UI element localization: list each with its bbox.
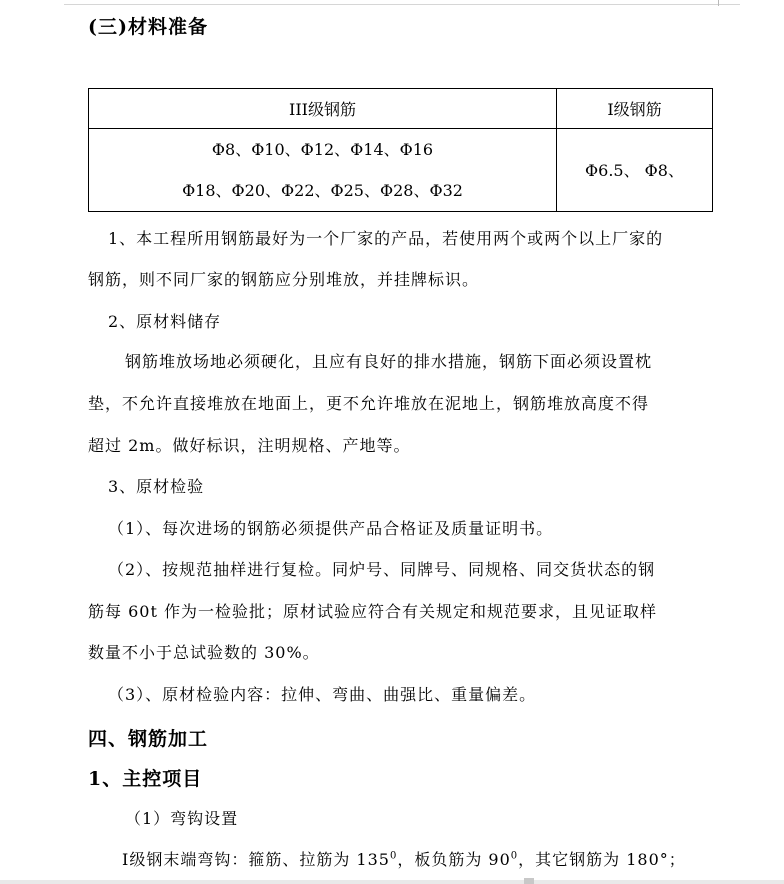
section-heading-materials: (三)材料准备 bbox=[88, 16, 208, 38]
page-bottom-bar bbox=[0, 880, 784, 884]
hook-rule-part-2: ，板负筋为 90 bbox=[397, 850, 511, 869]
paragraph-2-line-3: 超过 2m。做好标识，注明规格、产地等。 bbox=[88, 436, 411, 455]
paragraph-2-line-2: 垫，不允许直接堆放在地面上，更不允许堆放在泥地上，钢筋堆放高度不得 bbox=[88, 394, 650, 413]
page-bottom-mark bbox=[524, 878, 534, 884]
grade-iii-sizes bbox=[89, 129, 557, 212]
table-header-row bbox=[89, 89, 713, 129]
inspection-point-2-line-1: （2）、按规范抽样进行复检。同炉号、同牌号、同规格、同交货状态的钢 bbox=[108, 560, 656, 579]
hook-rule-line bbox=[122, 847, 686, 870]
inspection-point-1: （1）、每次进场的钢筋必须提供产品合格证及质量证明书。 bbox=[108, 519, 554, 538]
rebar-grade-table bbox=[88, 88, 713, 212]
hook-rule-part-1: Ⅰ级钢末端弯钩：箍筋、拉筋为 135 bbox=[122, 850, 390, 869]
header-grade-iii: III级钢筋 bbox=[89, 89, 557, 129]
grade-iii-sizes-line-2: Φ18、Φ20、Φ22、Φ25、Φ28、Φ32 bbox=[182, 181, 463, 200]
header-grade-i: Ⅰ级钢筋 bbox=[557, 89, 713, 129]
subsection-heading-main-items: 1、主控项目 bbox=[88, 768, 203, 790]
inspection-point-2-line-3: 数量不小于总试验数的 30%。 bbox=[88, 643, 320, 662]
item-2-title: 2、原材料储存 bbox=[108, 312, 222, 331]
grade-iii-sizes-line-1: Φ8、Φ10、Φ12、Φ14、Φ16 bbox=[211, 140, 434, 159]
grade-i-sizes: Φ6.5、 Φ8、 bbox=[557, 129, 713, 212]
table-row bbox=[89, 129, 713, 212]
inspection-point-3: （3）、原材检验内容：拉伸、弯曲、曲强比、重量偏差。 bbox=[108, 685, 537, 704]
paragraph-2-line-1: 钢筋堆放场地必须硬化，且应有良好的排水措施，钢筋下面必须设置枕 bbox=[125, 352, 653, 371]
item-3-title: 3、原材检验 bbox=[108, 477, 205, 496]
page-top-rule bbox=[64, 4, 740, 5]
hook-rule-degree-2: 0 bbox=[510, 850, 519, 862]
paragraph-1-line-1: 1、本工程所用钢筋最好为一个厂家的产品，若使用两个或两个以上厂家的 bbox=[108, 229, 664, 248]
paragraph-1-line-2: 钢筋，则不同厂家的钢筋应分别堆放，并挂牌标识。 bbox=[88, 270, 480, 289]
hook-setting-title: （1）弯钩设置 bbox=[125, 809, 239, 828]
section-heading-processing: 四、钢筋加工 bbox=[88, 728, 209, 750]
page-corner-mark bbox=[718, 0, 719, 6]
inspection-point-2-line-2: 筋每 60t 作为一检验批；原材试验应符合有关规定和规范要求，且见证取样 bbox=[88, 602, 657, 621]
hook-rule-degree-1: 0 bbox=[389, 850, 398, 862]
hook-rule-part-3: ，其它钢筋为 180°； bbox=[518, 850, 686, 869]
